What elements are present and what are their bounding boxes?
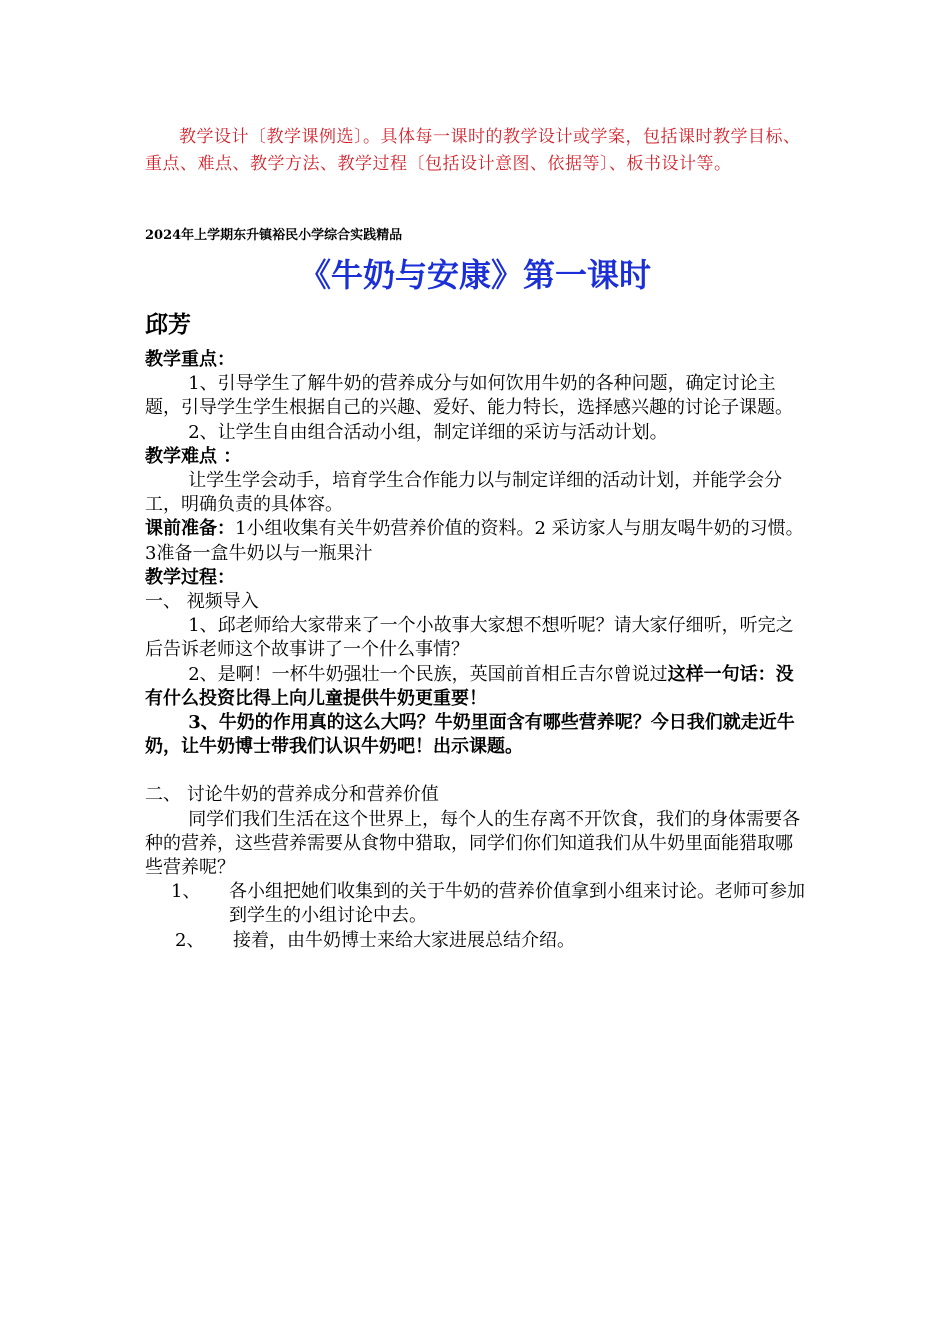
- author-name: 邱芳: [145, 311, 191, 338]
- preparation-paragraph: [145, 517, 810, 565]
- difficulties-heading: 教学难点 ：: [145, 445, 242, 467]
- list-item-text: 各小组把她们收集到的关于牛奶的营养价值拿到小组来讨论。老师可参加到学生的小组讨论中去。: [229, 881, 805, 927]
- lesson-body: [145, 348, 810, 953]
- key-points-heading: 教学重点：: [145, 349, 235, 370]
- process-heading: 教学过程：: [145, 566, 235, 588]
- key-point-1: 1、引导学生了解牛奶的营养成分与如何饮用牛奶的各种问题，确定讨论主题，引导学生学生根据自己的兴趣、爱好、能力特长，选择感兴趣的讨论子课题。: [145, 373, 793, 419]
- section1-paragraph-3: 3、牛奶的作用真的这么大吗？牛奶里面含有哪些营养呢？今日我们就走近牛奶，让牛奶博士带我们认识牛奶吧！出示课题。: [145, 712, 795, 758]
- page-title: 《牛奶与安康》第一课时: [298, 256, 651, 294]
- preparation-text: 1小组收集有关牛奶营养价值的资料。2 采访家人与朋友喝牛奶的习惯。3准备一盒牛奶以与一瓶果汁: [145, 518, 804, 564]
- section1-p2-bold: 这样一句话：没有什么投资比得上向儿童提供牛奶更重要！: [145, 663, 794, 709]
- list-item-number: 1、: [171, 881, 201, 903]
- section2-title: 二、 讨论牛奶的营养成分和营养价值: [145, 784, 439, 806]
- section2-paragraph-1: 同学们我们生活在这个世界上，每个人的生存离不开饮食，我们的身体需要各种的营养，这些营养需要从食物中猎取，同学们你们知道我们从牛奶里面能猎取哪些营养呢？: [145, 808, 801, 879]
- key-point-2: 2、让学生自由组合活动小组，制定详细的采访与活动计划。: [188, 421, 668, 443]
- section1-p2-normal: 2、是啊！一杯牛奶强壮一个民族，英国前首相丘吉尔曾说过: [188, 663, 668, 685]
- list-item: [145, 929, 810, 953]
- preparation-heading: 课前准备：: [145, 518, 235, 540]
- list-item: [145, 880, 810, 928]
- section1-paragraph-1: 1、邱老师给大家带来了一个小故事大家想不想听呢？请大家仔细听，听完之后告诉老师这个故事讲了一个什么事情？: [145, 615, 794, 661]
- list-item-number: 2、: [175, 929, 205, 951]
- difficulties-text: 让学生学会动手，培育学生合作能力以与制定详细的活动计划，并能学会分工，明确负责的具体容。: [145, 470, 783, 516]
- list-item-text: 接着，由牛奶博士来给大家进展总结介绍。: [233, 929, 575, 951]
- school-line: 2024年上学期东升镇裕民小学综合实践精品: [145, 228, 403, 243]
- section1-paragraph-2: [145, 663, 810, 711]
- section1-title: 一、 视频导入: [145, 591, 259, 613]
- header-note: 教学设计〔教学课例选〕。具体每一课时的教学设计或学案，包括课时教学目标、重点、难点、教学方法、教学过程〔包括设计意图、依据等〕、板书设计等。: [145, 127, 801, 174]
- spacer: [145, 759, 810, 783]
